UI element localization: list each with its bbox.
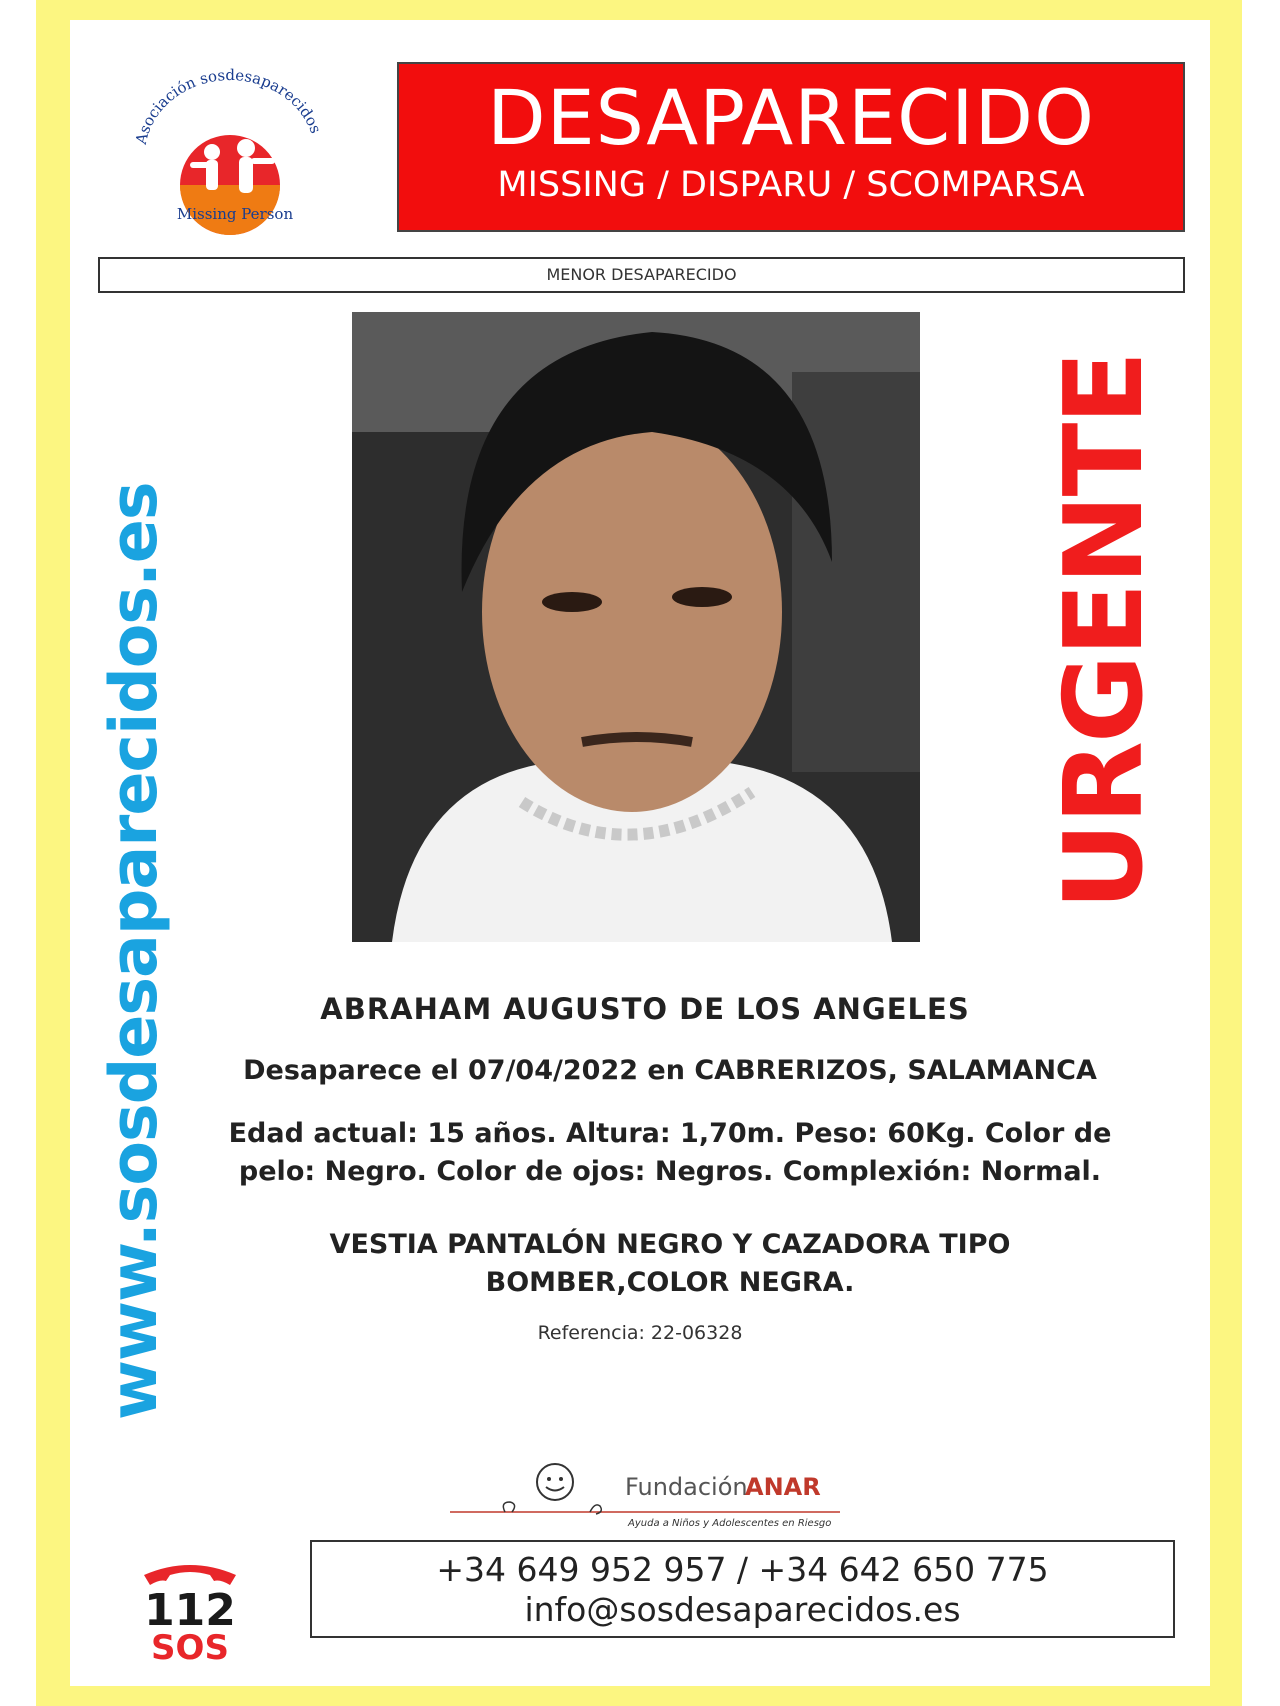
reference-number: Referencia: 22-06328 — [537, 1322, 743, 1344]
clothing-description — [180, 1226, 1160, 1302]
main-title: DESAPARECIDO — [487, 73, 1095, 162]
anar-tagline: Ayuda a Niños y Adolescentes en Riesgo — [628, 1518, 832, 1529]
logo-caption: Missing Person — [176, 205, 294, 223]
phone-handset-icon — [144, 1565, 236, 1585]
anar-logo — [450, 1460, 850, 1530]
emergency-sos: SOS — [151, 1628, 229, 1665]
urgent-label: URGENTE — [1042, 352, 1167, 910]
title-banner — [397, 62, 1185, 232]
description-line-1: Edad actual: 15 años. Altura: 1,70m. Peso: 60Kg. Color de — [228, 1118, 1112, 1149]
contact-email[interactable]: info@sosdesaparecidos.es — [524, 1590, 961, 1629]
contact-box — [310, 1540, 1175, 1638]
person-name: ABRAHAM AUGUSTO DE LOS ANGELES — [320, 992, 970, 1026]
anar-name-prefix: Fundación — [625, 1473, 748, 1501]
physical-description — [180, 1115, 1160, 1191]
title-subtitle: MISSING / DISPARU / SCOMPARSA — [497, 165, 1085, 205]
svg-text:Asociación sosdesaparecidos — [132, 66, 325, 147]
contact-phones[interactable]: +34 649 952 957 / +34 642 650 775 — [436, 1550, 1049, 1589]
anar-name-brand: ANAR — [745, 1473, 821, 1501]
emergency-number: 112 — [144, 1585, 236, 1636]
association-arc-text: Asociación sosdesaparecidos — [131, 65, 325, 146]
category-label: MENOR DESAPARECIDO — [98, 257, 1185, 293]
description-line-2: pelo: Negro. Color de ojos: Negros. Complexión: Normal. — [238, 1156, 1102, 1187]
missing-person-photo — [352, 312, 920, 942]
emergency-112-logo — [140, 1555, 240, 1665]
side-website-url[interactable]: www.sosdesaparecidos.es — [97, 482, 172, 1420]
clothes-line-1: VESTIA PANTALÓN NEGRO Y CAZADORA TIPO — [329, 1229, 1011, 1260]
clothes-line-2: BOMBER,COLOR NEGRA. — [485, 1267, 855, 1298]
disappearance-info: Desaparece el 07/04/2022 en CABRERIZOS, SALAMANCA — [243, 1055, 1097, 1086]
